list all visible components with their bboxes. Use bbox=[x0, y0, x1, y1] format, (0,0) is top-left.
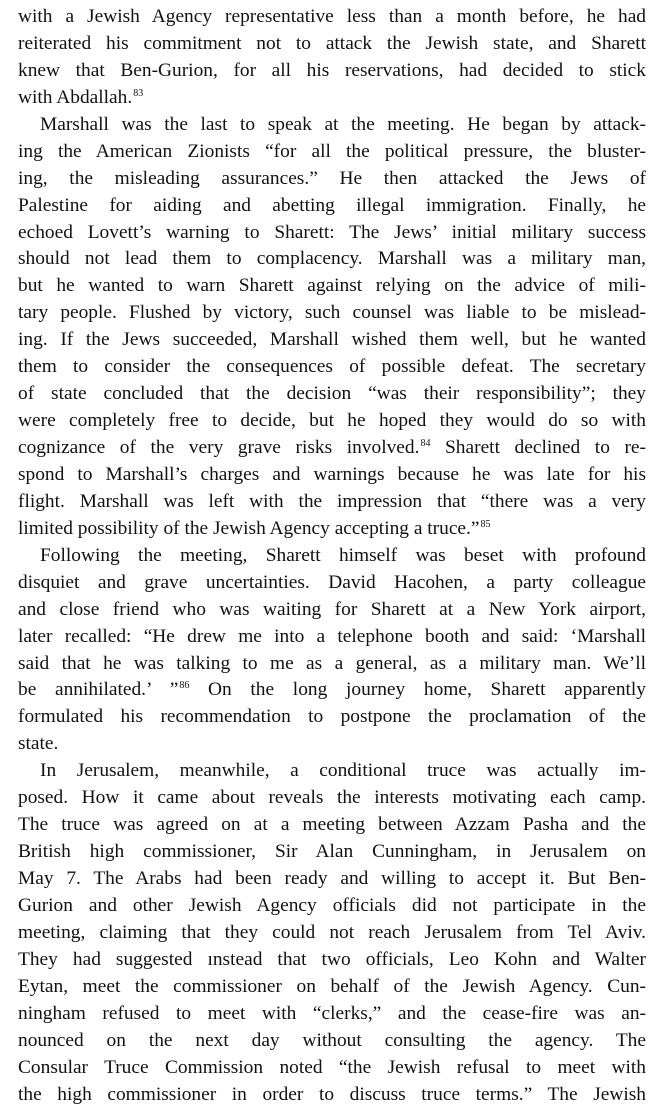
text-line: were completely free to decide, but he hoped they would do so with bbox=[18, 408, 646, 435]
text-line: the high commissioner in order to discuss truce terms.” The Jewish bbox=[18, 1082, 646, 1108]
text-line: of state concluded that the decision “was their responsibility”; they bbox=[18, 381, 646, 408]
paragraph-jerusalem bbox=[18, 758, 646, 1108]
text-line: echoed Lovett’s warning to Sharett: The Jews’ initial military success bbox=[18, 220, 646, 247]
text-line: Marshall was the last to speak at the meeting. He began by attack- bbox=[18, 112, 646, 139]
text-line: Following the meeting, Sharett himself was beset with profound bbox=[18, 543, 646, 570]
text-line bbox=[18, 435, 646, 462]
text-line: them to consider the consequences of possible defeat. The secretary bbox=[18, 354, 646, 381]
text-line: nounced on the next day without consulting the agency. The bbox=[18, 1028, 646, 1055]
text-line: In Jerusalem, meanwhile, a conditional truce was actually im- bbox=[18, 758, 646, 785]
text-line: knew that Ben-Gurion, for all his reservations, had decided to stick bbox=[18, 58, 646, 85]
paragraph-hacohen bbox=[18, 543, 646, 759]
paragraph-continuation bbox=[18, 4, 646, 112]
text-line: flight. Marshall was left with the impression that “there was a very bbox=[18, 489, 646, 516]
text-line: Gurion and other Jewish Agency officials did not participate in the bbox=[18, 893, 646, 920]
text-line: formulated his recommendation to postpone the proclamation of the bbox=[18, 704, 646, 731]
text-line: They had suggested ınstead that two officials, Leo Kohn and Walter bbox=[18, 947, 646, 974]
text-line: spond to Marshall’s charges and warnings because he was late for his bbox=[18, 462, 646, 489]
line-text-after: Sharett declined to re- bbox=[430, 437, 646, 458]
footnote-marker: 85 bbox=[480, 519, 490, 530]
text-line: said that he was talking to me as a general, as a military man. We’ll bbox=[18, 651, 646, 678]
line-text: be annihilated.’ ” bbox=[18, 679, 178, 700]
book-page bbox=[18, 4, 646, 1108]
footnote-marker: 86 bbox=[179, 680, 189, 691]
text-line: The truce was agreed on at a meeting between Azzam Pasha and the bbox=[18, 812, 646, 839]
footnote-marker: 84 bbox=[420, 438, 430, 449]
text-line: with a Jewish Agency representative less than a month before, he had bbox=[18, 4, 646, 31]
text-line bbox=[18, 516, 646, 543]
paragraph-marshall bbox=[18, 112, 646, 543]
line-text: with Abdallah. bbox=[18, 87, 132, 108]
text-line: posed. How it came about reveals the interests motivating each camp. bbox=[18, 785, 646, 812]
text-line: Eytan, meet the commissioner on behalf of the Jewish Agency. Cun- bbox=[18, 974, 646, 1001]
text-line: should not lead them to complacency. Marshall was a military man, bbox=[18, 246, 646, 273]
text-line: later recalled: “He drew me into a telephone booth and said: ‘Marshall bbox=[18, 624, 646, 651]
text-line: and close friend who was waiting for Sharett at a New York airport, bbox=[18, 597, 646, 624]
text-line bbox=[18, 677, 646, 704]
line-text-after: On the long journey home, Sharett apparently bbox=[189, 679, 646, 700]
text-line: ningham refused to meet with “clerks,” and the cease-fire was an- bbox=[18, 1001, 646, 1028]
text-line: ing, the misleading assurances.” He then attacked the Jews of bbox=[18, 166, 646, 193]
text-line: May 7. The Arabs had been ready and willing to accept it. But Ben- bbox=[18, 866, 646, 893]
text-line: tary people. Flushed by victory, such counsel was liable to be mislead- bbox=[18, 300, 646, 327]
line-text: limited possibility of the Jewish Agency accepting a truce.” bbox=[18, 518, 479, 539]
text-line: state. bbox=[18, 731, 646, 758]
text-line: meeting, claiming that they could not reach Jerusalem from Tel Aviv. bbox=[18, 920, 646, 947]
text-line bbox=[18, 85, 646, 112]
footnote-marker: 83 bbox=[133, 88, 143, 99]
line-text: cognizance of the very grave risks involved. bbox=[18, 437, 419, 458]
text-line: British high commissioner, Sir Alan Cunningham, in Jerusalem on bbox=[18, 839, 646, 866]
text-line: Palestine for aiding and abetting illegal immigration. Finally, he bbox=[18, 193, 646, 220]
text-line: ing the American Zionists “for all the political pressure, the bluster- bbox=[18, 139, 646, 166]
text-line: Consular Truce Commission noted “the Jewish refusal to meet with bbox=[18, 1055, 646, 1082]
text-line: reiterated his commitment not to attack the Jewish state, and Sharett bbox=[18, 31, 646, 58]
text-line: but he wanted to warn Sharett against relying on the advice of mili- bbox=[18, 273, 646, 300]
text-line: disquiet and grave uncertainties. David Hacohen, a party colleague bbox=[18, 570, 646, 597]
text-line: ing. If the Jews succeeded, Marshall wished them well, but he wanted bbox=[18, 327, 646, 354]
